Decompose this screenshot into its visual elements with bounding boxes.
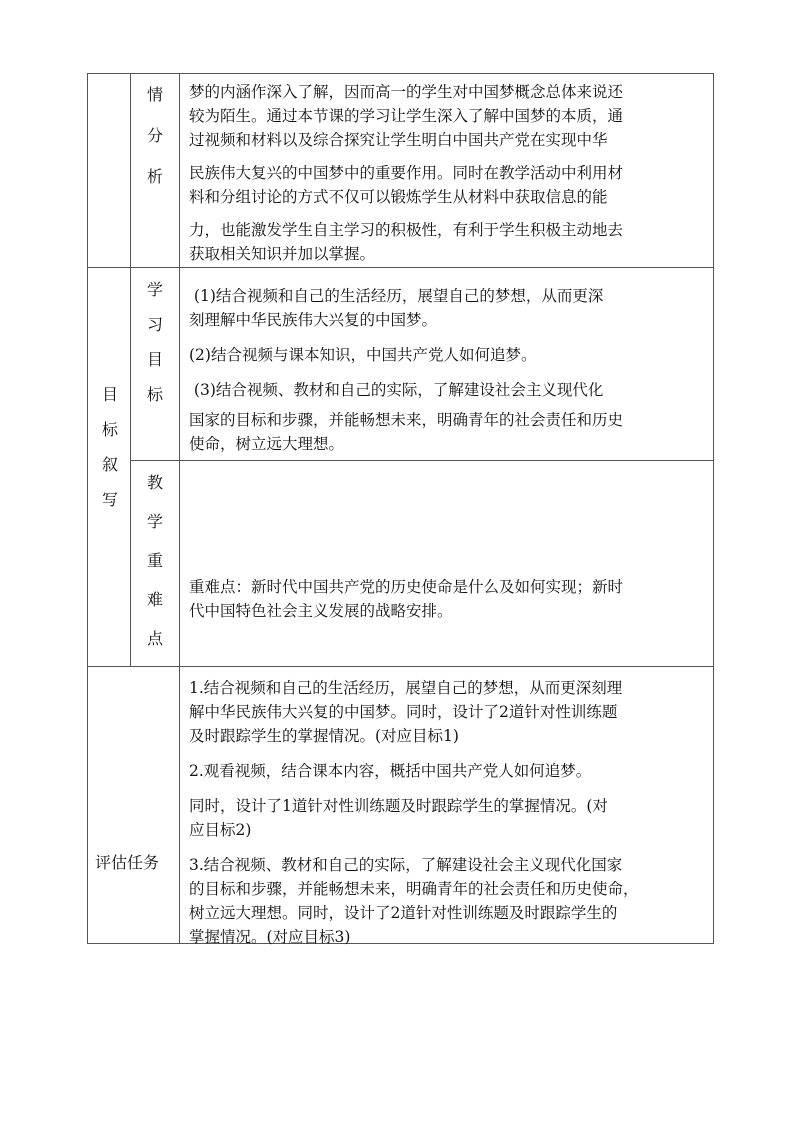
label-char: 学 <box>146 280 163 299</box>
label-char: 学 <box>146 512 163 531</box>
label-char: 叙 <box>101 455 118 474</box>
label-char: 重 <box>146 551 163 570</box>
text-line: 获取相关知识并加以掌握。 <box>189 245 376 263</box>
label-char: 写 <box>101 490 118 509</box>
text-line: 应目标2) <box>189 821 252 839</box>
text-line: 较为陌生。通过本节课的学习让学生深入了解中国梦的本质，通 <box>189 107 624 125</box>
text-line: (1)结合视频和自己的生活经历，展望自己的梦想，从而更深 <box>189 287 604 305</box>
text-line: (3)结合视频、教材和自己的实际，了解建设社会主义现代化 <box>189 381 604 399</box>
label-char: 标 <box>146 385 163 404</box>
label-char: 难 <box>146 590 163 609</box>
row1-content <box>189 80 709 266</box>
row1-sub-label <box>140 82 170 187</box>
key-points-content <box>189 575 709 623</box>
column-divider <box>179 73 180 944</box>
label-char: 点 <box>146 629 163 648</box>
text-line: 民族伟大复兴的中国梦中的重要作用。同时在教学活动中利用材 <box>189 164 624 182</box>
key-points-label <box>140 470 170 649</box>
goals-label <box>95 382 125 510</box>
text-line: 刻理解中华民族伟大兴复的中国梦。 <box>189 311 438 329</box>
text-line: 同时，设计了1道针对性训练题及时跟踪学生的掌握情况。(对 <box>189 797 608 815</box>
study-goals-label <box>140 277 170 405</box>
assessment-content <box>189 676 711 949</box>
text-line: (2)结合视频与课本知识，中国共产党人如何追梦。 <box>189 346 537 364</box>
text-line: 2.观看视频，结合课本内容，概括中国共产党人如何追梦。 <box>189 762 592 780</box>
label-char: 析 <box>146 167 163 186</box>
label-char: 目 <box>101 385 118 404</box>
label-char: 标 <box>101 420 118 439</box>
text-line: 国家的目标和步骤，并能畅想未来，明确青年的社会责任和历史 <box>189 411 624 429</box>
text-line: 梦的内涵作深入了解，因而高一的学生对中国梦概念总体来说还 <box>189 83 624 101</box>
text-line: 掌握情况。(对应目标3) <box>189 928 351 946</box>
text-line: 树立远大理想。同时，设计了2道针对性训练题及时跟踪学生的 <box>189 904 618 922</box>
row-divider <box>130 460 713 461</box>
label-char: 分 <box>146 126 163 145</box>
table-left-border <box>87 73 88 944</box>
text-line: 过视频和材料以及综合探究让学生明白中国共产党在实现中华 <box>189 131 608 149</box>
text-line: 解中华民族伟大兴复的中国梦。同时，设计了2道针对性训练题 <box>189 703 618 721</box>
text-line: 及时跟踪学生的掌握情况。(对应目标1) <box>189 727 459 745</box>
row-divider <box>87 666 713 667</box>
label-char: 习 <box>146 315 163 334</box>
text-line: 重难点：新时代中国共产党的历史使命是什么及如何实现；新时 <box>189 578 624 596</box>
text-line: 代中国特色社会主义发展的战略安排。 <box>189 602 453 620</box>
text-line: 的目标和步骤，并能畅想未来，明确青年的社会责任和历史使命， <box>189 880 639 898</box>
text-line: 使命，树立远大理想。 <box>189 435 345 453</box>
column-divider <box>130 73 131 666</box>
label-char: 目 <box>146 350 163 369</box>
text-line: 料和分组讨论的方式不仅可以锻炼学生从材料中获取信息的能 <box>189 188 608 206</box>
text-line: 3.结合视频、教材和自己的实际，了解建设社会主义现代化国家 <box>189 856 623 874</box>
table-right-border <box>713 73 714 944</box>
text-line: 力，也能激发学生自主学习的积极性，有利于学生积极主动地去 <box>189 221 624 239</box>
label-char: 情 <box>146 85 163 104</box>
row-divider <box>87 267 713 268</box>
study-goals-content <box>189 284 709 456</box>
assessment-label: 评估任务 <box>95 853 160 872</box>
table-top-border <box>87 73 713 74</box>
label-char: 教 <box>146 473 163 492</box>
text-line: 1.结合视频和自己的生活经历，展望自己的梦想，从而更深刻理 <box>189 679 623 697</box>
